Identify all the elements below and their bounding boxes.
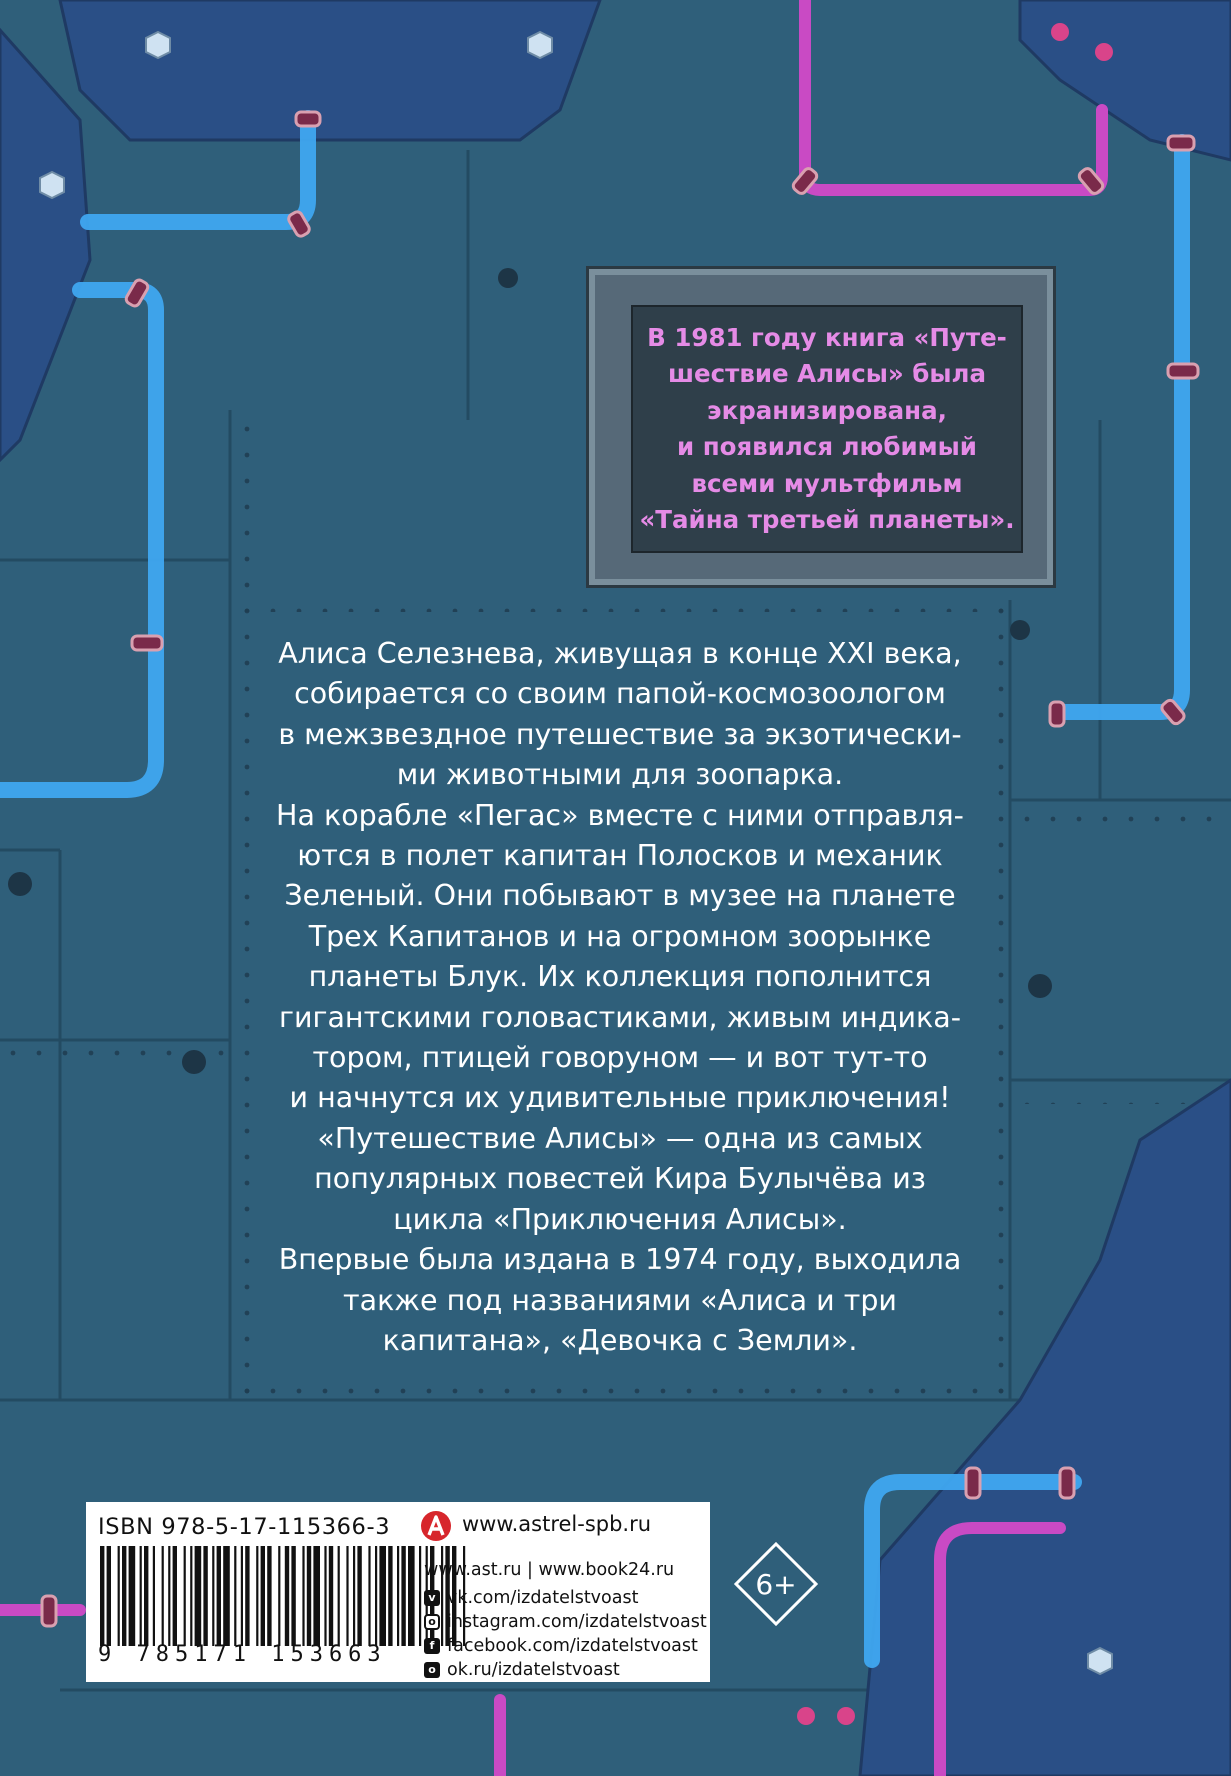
barcode-bar bbox=[245, 1546, 249, 1646]
plaque-line: В 1981 году книга «Путе- bbox=[647, 322, 1007, 352]
barcode-bar bbox=[140, 1546, 142, 1646]
barcode-bar bbox=[267, 1546, 271, 1646]
vk-text: vk.com/izdatelstvoast bbox=[447, 1588, 639, 1608]
annotation-line: ми животными для зоопарка. bbox=[396, 758, 844, 792]
astrel-site-text: www.astrel-spb.ru bbox=[462, 1512, 652, 1536]
ok-icon: o bbox=[424, 1662, 440, 1678]
barcode-bar bbox=[256, 1546, 258, 1646]
annotation-line: тором, птицей говоруном — и вот тут-то bbox=[312, 1041, 928, 1075]
annotation-line: популярных повестей Кира Булычёва из bbox=[314, 1162, 926, 1196]
barcode-bar bbox=[375, 1546, 377, 1646]
barcode-bar bbox=[324, 1546, 326, 1646]
barcode-bar bbox=[118, 1546, 120, 1646]
annotation-line: цикла «Приключения Алисы». bbox=[393, 1202, 847, 1236]
barcode-bar bbox=[397, 1546, 399, 1646]
age-rating-badge bbox=[734, 1542, 818, 1626]
plaque-line: «Тайна третьей планеты». bbox=[639, 505, 1015, 534]
vk-icon: v bbox=[424, 1590, 440, 1606]
barcode-bar bbox=[195, 1546, 202, 1646]
plaque-line: экранизирована, bbox=[707, 395, 947, 425]
plaque-line: всеми мультфильм bbox=[691, 468, 963, 498]
instagram-icon: o bbox=[424, 1614, 440, 1630]
annotation-line: гигантскими головастиками, живым индика- bbox=[279, 1000, 961, 1034]
annotation-line: «Путешествие Алисы» — одна из самых bbox=[317, 1121, 923, 1155]
barcode-bar bbox=[307, 1546, 311, 1646]
ok-text: ok.ru/izdatelstvoast bbox=[447, 1660, 620, 1680]
ast-book24-links[interactable] bbox=[424, 1560, 674, 1580]
barcode-bar bbox=[100, 1546, 104, 1646]
annotation-line: и начнутся их удивительные приключения! bbox=[289, 1081, 951, 1115]
barcode-bar bbox=[368, 1546, 370, 1646]
barcode-bar bbox=[212, 1546, 214, 1646]
barcode-bar bbox=[357, 1546, 361, 1646]
barcode-bar bbox=[184, 1546, 186, 1646]
film-note-text bbox=[631, 305, 1023, 553]
barcode-bar bbox=[329, 1546, 333, 1646]
barcode-bar bbox=[153, 1546, 155, 1646]
barcode-bar bbox=[302, 1546, 304, 1646]
instagram-text: instagram.com/izdatelstvoast bbox=[447, 1612, 707, 1632]
annotation-line: капитана», «Девочка с Земли». bbox=[382, 1323, 858, 1357]
isbn-number: ISBN 978-5-17-115366-3 bbox=[98, 1514, 391, 1540]
annotation-line: также под названиями «Алиса и три bbox=[343, 1283, 897, 1317]
facebook-link[interactable] bbox=[424, 1636, 698, 1656]
book-annotation bbox=[260, 634, 980, 1361]
barcode-bar bbox=[408, 1546, 415, 1646]
barcode-bar bbox=[338, 1546, 340, 1646]
barcode-bar bbox=[129, 1546, 136, 1646]
annotation-line: На корабле «Пегас» вместе с ними отправля- bbox=[276, 798, 964, 832]
imprint-box bbox=[86, 1502, 710, 1682]
sites-text: www.ast.ru | www.book24.ru bbox=[424, 1560, 675, 1580]
annotation-line: ются в полет капитан Полосков и механик bbox=[297, 839, 943, 873]
barcode-bar bbox=[401, 1546, 405, 1646]
barcode-digits: 9 785171 153663 bbox=[98, 1642, 387, 1667]
annotation-line: в межзвездное путешествие за экзотически- bbox=[278, 717, 962, 751]
barcode-bar bbox=[122, 1546, 126, 1646]
annotation-line: Алиса Селезнева, живущая в конце XXI века, bbox=[278, 637, 962, 670]
barcode-bar bbox=[379, 1546, 386, 1646]
plaque-line: шествие Алисы» была bbox=[667, 359, 987, 388]
barcode-bar bbox=[353, 1546, 355, 1646]
barcode-bar bbox=[107, 1546, 111, 1646]
astrel-site-link[interactable] bbox=[422, 1512, 651, 1536]
annotation-line: Зеленый. Они побывают в музее на планете bbox=[284, 879, 956, 913]
age-rating-text: 6+ bbox=[755, 1568, 797, 1601]
barcode-bar bbox=[217, 1546, 221, 1646]
barcode-bar bbox=[190, 1546, 192, 1646]
ok-link[interactable] bbox=[424, 1660, 620, 1680]
vk-link[interactable] bbox=[424, 1588, 638, 1608]
film-note-plaque bbox=[586, 266, 1056, 588]
annotation-line: собирается со своим папой-космозоологом bbox=[294, 677, 946, 711]
barcode-bar bbox=[241, 1546, 243, 1646]
facebook-text: facebook.com/izdatelstvoast bbox=[447, 1636, 698, 1656]
barcode-bar bbox=[144, 1546, 148, 1646]
barcode-bar bbox=[278, 1546, 280, 1646]
plaque-line: и появился любимый bbox=[677, 432, 977, 461]
publisher-links bbox=[416, 1502, 710, 1682]
annotation-line: планеты Блук. Их коллекция пополнится bbox=[308, 960, 932, 994]
barcode-bar bbox=[346, 1546, 348, 1646]
barcode-bar bbox=[223, 1546, 230, 1646]
barcode-bar bbox=[261, 1546, 265, 1646]
barcode-bar bbox=[285, 1546, 289, 1646]
barcode-bar bbox=[388, 1546, 392, 1646]
barcode-bar bbox=[313, 1546, 320, 1646]
barcode-bar bbox=[234, 1546, 236, 1646]
instagram-link[interactable] bbox=[424, 1612, 707, 1632]
barcode-bar bbox=[203, 1546, 207, 1646]
facebook-icon: f bbox=[424, 1638, 440, 1654]
barcode-bar bbox=[162, 1546, 164, 1646]
barcode-bar bbox=[168, 1546, 170, 1646]
barcode bbox=[98, 1546, 470, 1646]
barcode-bar bbox=[173, 1546, 177, 1646]
barcode-bar bbox=[291, 1546, 295, 1646]
annotation-line: Впервые была издана в 1974 году, выходила bbox=[278, 1243, 962, 1277]
annotation-line: Трех Капитанов и на огромном зоорынке bbox=[308, 919, 932, 953]
